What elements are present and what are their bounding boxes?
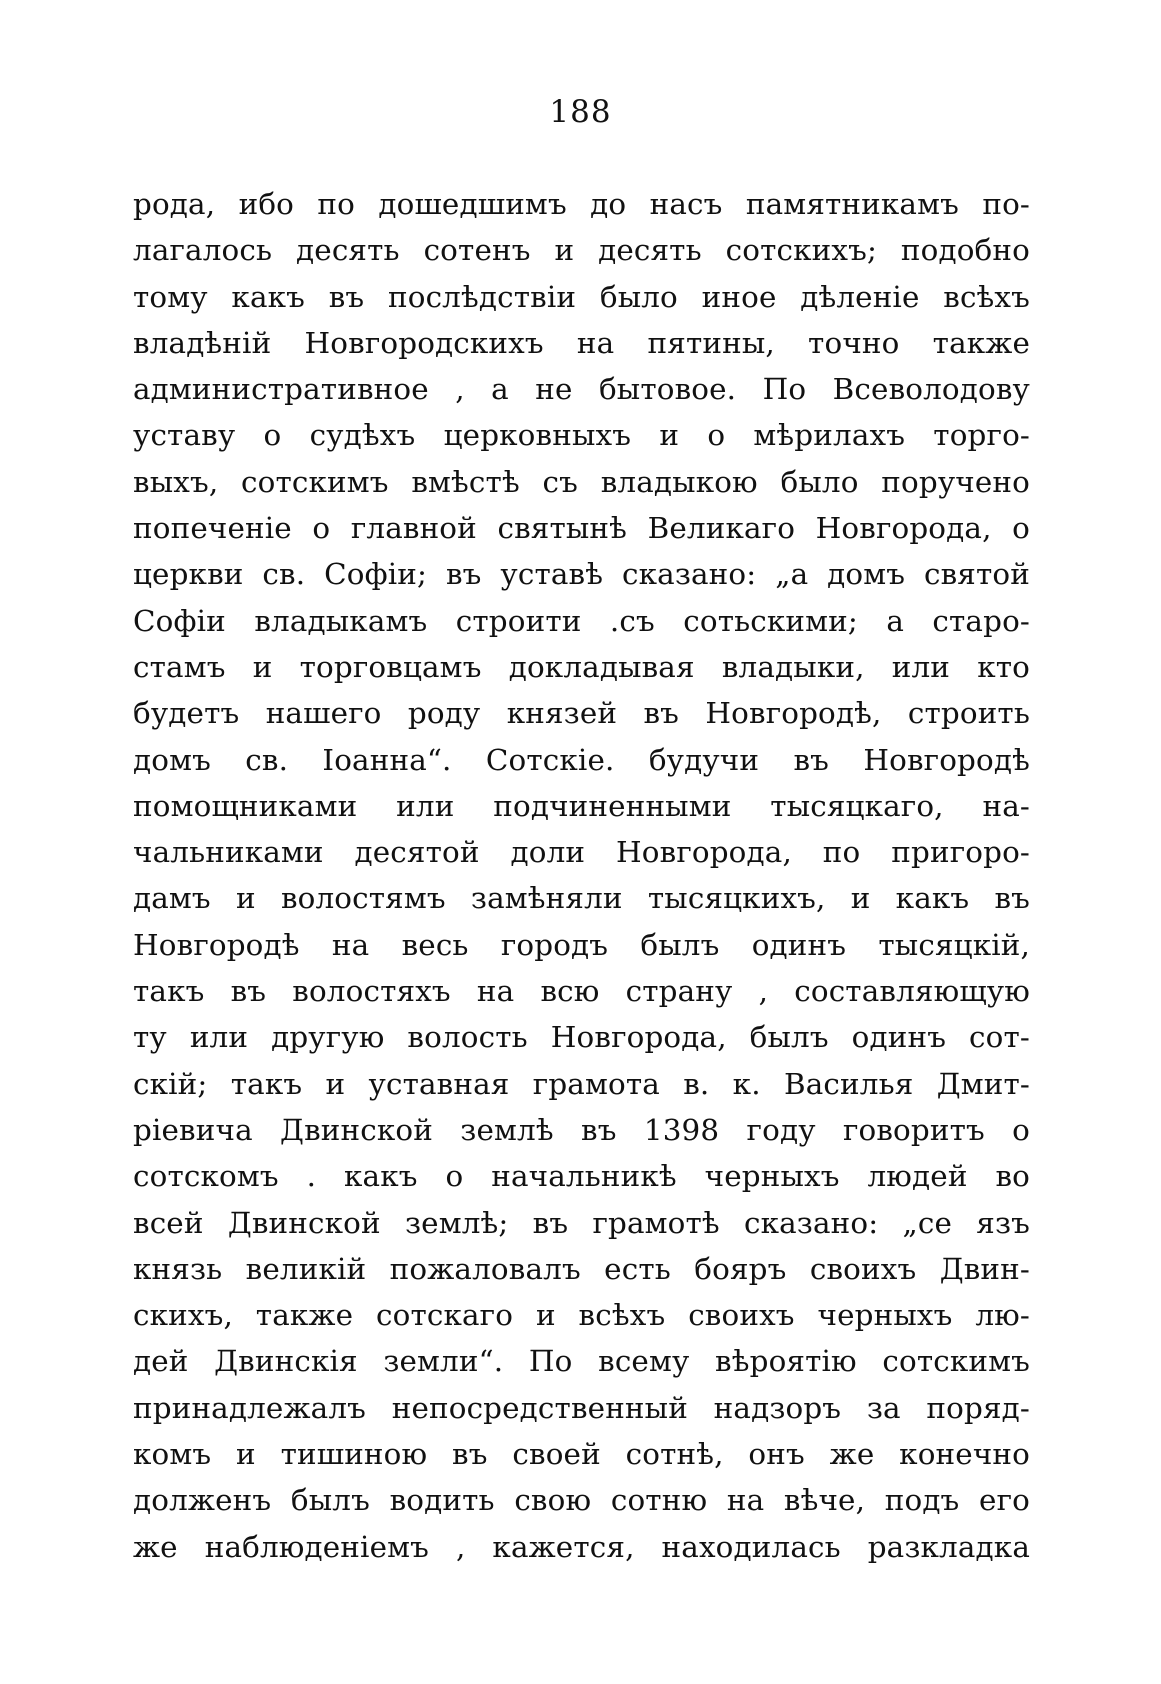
- text-line: Софіи владыкамъ строити .съ сотьскими; а старо-: [133, 603, 1030, 638]
- text-line: уставу о судѣхъ церковныхъ и о мѣрилахъ торго-: [133, 418, 1030, 453]
- text-line: будетъ нашего роду князей въ Новгородѣ, строить: [133, 696, 1030, 731]
- text-line: тому какъ въ послѣдствіи было иное дѣленіе всѣхъ: [133, 279, 1030, 314]
- page-number: 188: [549, 94, 612, 130]
- body-text: [133, 181, 1030, 1570]
- text-line: ту или другую волость Новгорода, былъ одинъ сот-: [133, 1020, 1030, 1055]
- text-line: всей Двинской землѣ; въ грамотѣ сказано: „се язъ: [133, 1205, 1030, 1240]
- text-line: административное , а не бытовое. По Всеволодову: [133, 372, 1030, 407]
- text-line: долженъ былъ водить свою сотню на вѣче, подъ его: [133, 1483, 1030, 1518]
- text-line: чальниками десятой доли Новгорода, по пригоро-: [133, 835, 1030, 870]
- text-line: дамъ и волостямъ замѣняли тысяцкихъ, и какъ въ: [133, 881, 1030, 916]
- text-line: стамъ и торговцамъ докладывая владыки, или кто: [133, 649, 1030, 684]
- text-line: же наблюденіемъ , кажется, находилась разкладка: [133, 1529, 1030, 1564]
- text-line: помощниками или подчиненными тысяцкаго, на-: [133, 788, 1030, 823]
- text-line: лагалось десять сотенъ и десять сотскихъ; подобно: [133, 233, 1030, 268]
- text-line: домъ св. Іоанна“. Сотскіе. будучи въ Новгородѣ: [133, 742, 1030, 777]
- text-line: скихъ, также сотскаго и всѣхъ своихъ черныхъ лю-: [133, 1298, 1030, 1333]
- text-line: Новгородѣ на весь городъ былъ одинъ тысяцкій,: [133, 927, 1030, 962]
- text-line: ріевича Двинской землѣ въ 1398 году говоритъ о: [133, 1112, 1030, 1147]
- text-line: князь великій пожаловалъ есть бояръ своихъ Двин-: [133, 1251, 1030, 1286]
- text-line: владѣній Новгородскихъ на пятины, точно также: [133, 325, 1030, 360]
- text-line: сотскомъ . какъ о начальникѣ черныхъ людей во: [133, 1159, 1030, 1194]
- text-line: выхъ, сотскимъ вмѣстѣ съ владыкою было поручено: [133, 464, 1030, 499]
- text-line: принадлежалъ непосредственный надзоръ за поряд-: [133, 1390, 1030, 1425]
- text-line: рода, ибо по дошедшимъ до насъ памятникамъ по-: [133, 187, 1030, 221]
- text-line: скій; такъ и уставная грамота в. к. Василья Дмит-: [133, 1066, 1030, 1101]
- text-line: попеченіе о главной святынѣ Великаго Новгорода, о: [133, 511, 1030, 546]
- text-line: такъ въ волостяхъ на всю страну , составляющую: [133, 974, 1030, 1009]
- text-line: комъ и тишиною въ своей сотнѣ, онъ же конечно: [133, 1437, 1030, 1472]
- text-line: церкви св. Софіи; въ уставѣ сказано: „а домъ святой: [133, 557, 1030, 592]
- text-line: дей Двинскія земли“. По всему вѣроятію сотскимъ: [133, 1344, 1030, 1379]
